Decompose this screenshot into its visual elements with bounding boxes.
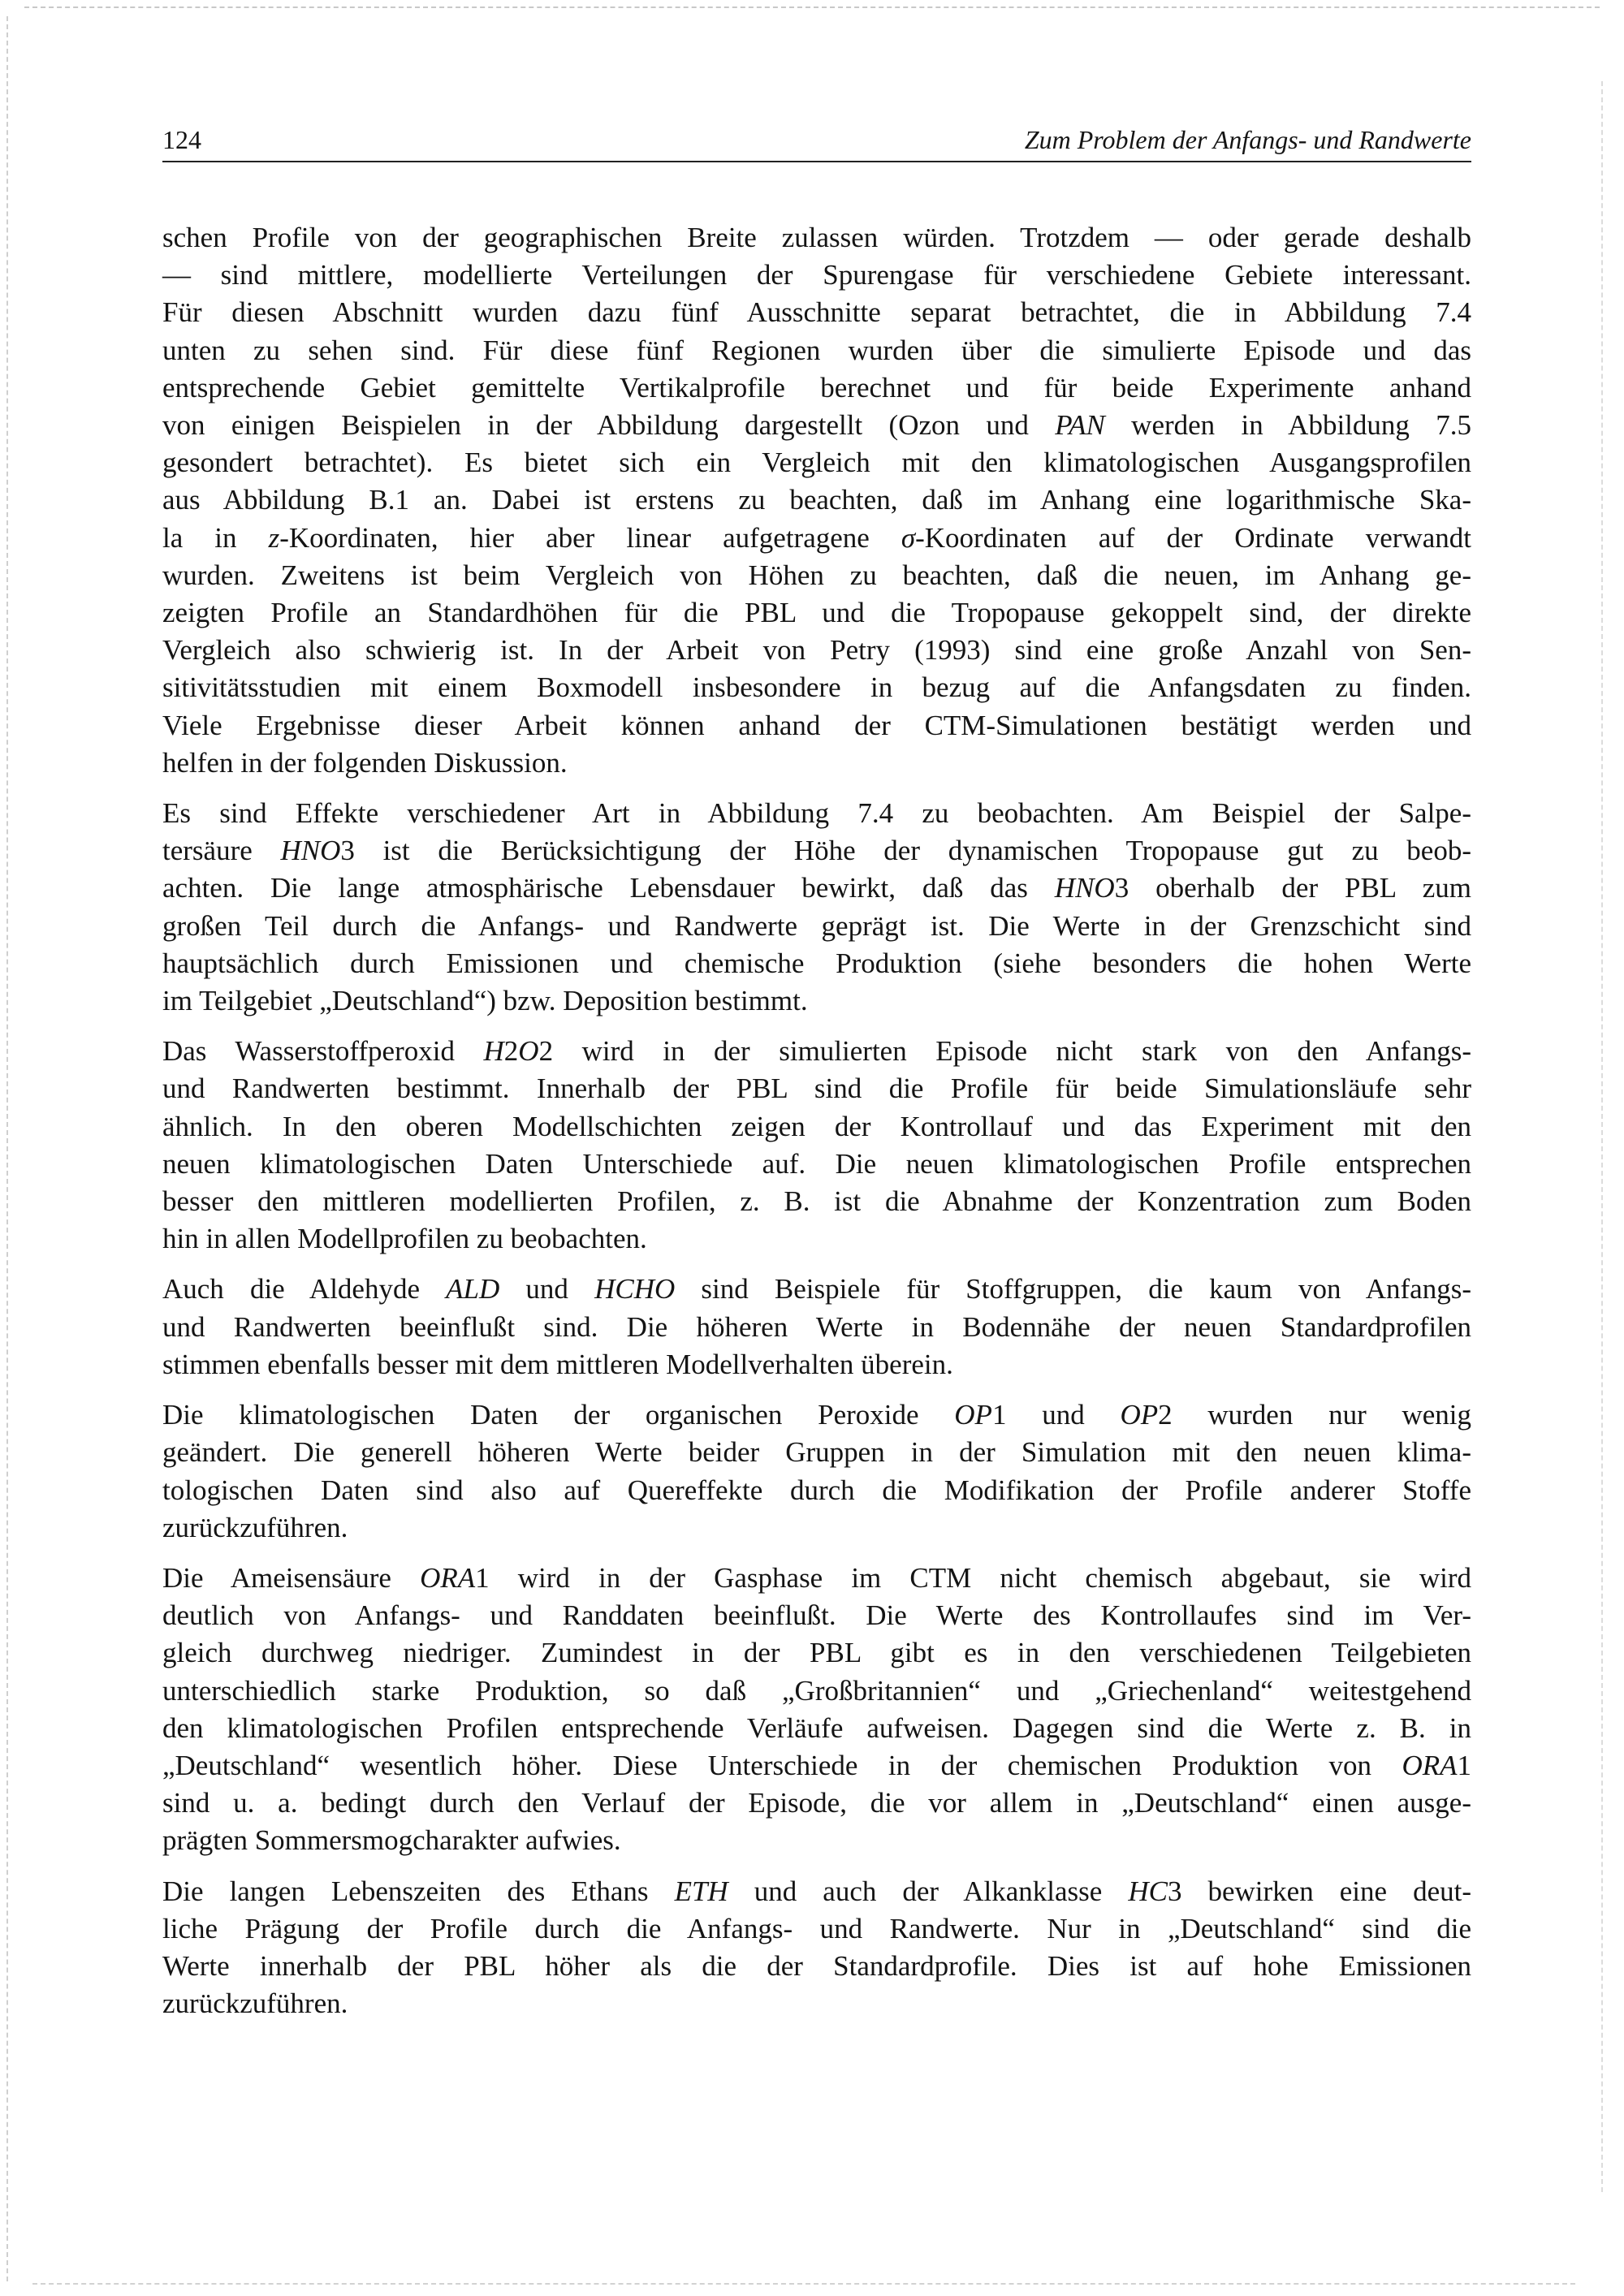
math-symbol: ORA	[420, 1561, 476, 1594]
text-line	[162, 1910, 1471, 1948]
text-segment: la in	[162, 521, 269, 554]
text-segment: wurden. Zweitens ist beim Vergleich von Höhen zu beachten, daß die neuen, im Anhang ge-	[162, 559, 1471, 591]
math-symbol: ETH	[674, 1875, 728, 1907]
text-line	[162, 744, 1471, 782]
text-segment: im Teilgebiet „Deutschland“) bzw. Deposition bestimmt.	[162, 985, 808, 1017]
text-segment: entsprechende Gebiet gemittelte Vertikalprofile berechnet und für beide Experimente anhand	[162, 371, 1471, 404]
text-segment: 3 bewirken eine deut-	[1167, 1875, 1471, 1907]
text-segment: und	[499, 1273, 595, 1306]
text-segment: Vergleich also schwierig ist. In der Arbeit von Petry (1993) sind eine große Anzahl von Sen-	[162, 634, 1471, 667]
text-line	[162, 1220, 1471, 1258]
text-line	[162, 1873, 1471, 1910]
text-line	[162, 908, 1471, 945]
text-segment: gleich durchweg niedriger. Zumindest in der PBL gibt es in den verschiedenen Teilgebieten	[162, 1637, 1471, 1669]
text-line	[162, 1597, 1471, 1634]
text-line	[162, 945, 1471, 982]
math-symbol: OP	[1120, 1399, 1159, 1431]
paragraph	[162, 1873, 1471, 2023]
text-line	[162, 1509, 1471, 1547]
text-line	[162, 1747, 1471, 1785]
paragraph	[162, 219, 1471, 782]
text-segment: und auch der Alkanklasse	[728, 1875, 1129, 1907]
math-symbol: ALD	[446, 1273, 500, 1306]
text-segment: sitivitätsstudien mit einem Boxmodell insbesondere in bezug auf die Anfangsdaten zu finden.	[162, 671, 1471, 704]
text-line	[162, 1560, 1471, 1597]
text-line	[162, 632, 1471, 669]
text-line	[162, 294, 1471, 331]
text-segment: Auch die Aldehyde	[162, 1273, 447, 1306]
text-segment: von einigen Beispielen in der Abbildung dargestellt (Ozon und	[162, 409, 1056, 442]
body-text	[162, 219, 1471, 2035]
text-line	[162, 1183, 1471, 1220]
math-symbol: σ	[901, 521, 916, 554]
math-symbol: HNO	[280, 835, 341, 867]
text-line	[162, 444, 1471, 481]
text-line	[162, 332, 1471, 369]
text-segment: und Randwerten bestimmt. Innerhalb der PBL sind die Profile für beide Simulationsläufe sehr	[162, 1072, 1471, 1105]
text-segment: 1 wird in der Gasphase im CTM nicht chemisch abgebaut, sie wird	[475, 1561, 1471, 1594]
text-segment: zurückzuführen.	[162, 1987, 348, 2020]
text-line	[162, 1822, 1471, 1859]
paragraph	[162, 1396, 1471, 1547]
text-segment: und Randwerten beeinflußt sind. Die höheren Werte in Bodennähe der neuen Standardprofilen	[162, 1310, 1471, 1343]
text-segment: Viele Ergebnisse dieser Arbeit können anhand der CTM-Simulationen bestätigt werden und	[162, 709, 1471, 741]
running-title: Zum Problem der Anfangs- und Randwerte	[1024, 125, 1471, 154]
text-segment: achten. Die lange atmosphärische Lebensdauer bewirkt, daß das	[162, 872, 1055, 904]
text-line	[162, 520, 1471, 557]
scan-edge-bottom	[32, 2283, 1575, 2285]
text-segment: neuen klimatologischen Daten Unterschiede auf. Die neuen klimatologischen Profile entsprechen	[162, 1147, 1471, 1180]
scan-edge-right	[1601, 81, 1603, 2192]
text-segment: unten zu sehen sind. Für diese fünf Regionen wurden über die simulierte Episode und das	[162, 334, 1471, 366]
text-line	[162, 832, 1471, 870]
text-segment: Die Ameisensäure	[162, 1561, 421, 1594]
text-line	[162, 1634, 1471, 1672]
text-line	[162, 870, 1471, 907]
text-line	[162, 369, 1471, 407]
paragraph	[162, 1033, 1471, 1258]
text-segment: helfen in der folgenden Diskussion.	[162, 746, 568, 779]
text-line	[162, 557, 1471, 594]
paragraph	[162, 1560, 1471, 1860]
text-line	[162, 707, 1471, 744]
text-segment: 3 ist die Berücksichtigung der Höhe der dynamischen Tropopause gut zu beob-	[340, 835, 1471, 867]
text-line	[162, 257, 1471, 294]
math-symbol: O	[518, 1035, 539, 1068]
running-header	[162, 122, 1471, 162]
text-line	[162, 1033, 1471, 1070]
text-segment: 2 wird in der simulierten Episode nicht stark von den Anfangs-	[538, 1035, 1471, 1068]
text-line	[162, 1346, 1471, 1383]
text-segment: großen Teil durch die Anfangs- und Randwerte geprägt ist. Die Werte in der Grenzschicht sind	[162, 909, 1471, 942]
text-segment: 1	[1457, 1749, 1471, 1781]
math-symbol: OP	[954, 1399, 992, 1431]
math-symbol: HC	[1128, 1875, 1168, 1907]
text-segment: gesondert betrachtet). Es bietet sich ein Vergleich mit den klimatologischen Ausgangsprofilen	[162, 447, 1471, 479]
text-line	[162, 1271, 1471, 1308]
text-segment: sind u. a. bedingt durch den Verlauf der Episode, die vor allem in „Deutschland“ einen ausge-	[162, 1787, 1471, 1819]
text-line	[162, 795, 1471, 832]
text-segment: zeigten Profile an Standardhöhen für die PBL und die Tropopause gekoppelt sind, der direkte	[162, 597, 1471, 629]
text-line	[162, 1434, 1471, 1471]
text-segment: den klimatologischen Profilen entsprechende Verläufe aufweisen. Dagegen sind die Werte z. B. in	[162, 1711, 1471, 1744]
text-segment: liche Prägung der Profile durch die Anfangs- und Randwerte. Nur in „Deutschland“ sind die	[162, 1912, 1471, 1944]
text-line	[162, 1785, 1471, 1822]
text-segment: zurückzuführen.	[162, 1511, 348, 1543]
text-segment: sind Beispiele für Stoffgruppen, die kaum von Anfangs-	[675, 1273, 1471, 1306]
text-line	[162, 219, 1471, 257]
scan-edge-left	[6, 16, 8, 2281]
text-segment: 2 wurden nur wenig	[1158, 1399, 1472, 1431]
scan-edge-top	[24, 6, 1600, 8]
paragraph	[162, 1271, 1471, 1383]
text-line	[162, 1948, 1471, 1985]
text-line	[162, 1710, 1471, 1747]
text-line	[162, 1309, 1471, 1346]
text-line	[162, 669, 1471, 706]
text-segment: unterschiedlich starke Produktion, so daß „Großbritannien“ und „Griechenland“ weitestgehend	[162, 1674, 1471, 1707]
text-segment: Die klimatologischen Daten der organischen Peroxide	[162, 1399, 955, 1431]
text-segment: 1 und	[991, 1399, 1121, 1431]
text-line	[162, 1070, 1471, 1107]
math-symbol: z	[268, 521, 280, 554]
page-number: 124	[162, 125, 201, 154]
text-segment: aus Abbildung B.1 an. Dabei ist erstens zu beachten, daß im Anhang eine logarithmische Ska-	[162, 484, 1471, 516]
text-segment: deutlich von Anfangs- und Randdaten beeinflußt. Die Werte des Kontrollaufes sind im Ver-	[162, 1599, 1471, 1632]
text-segment: „Deutschland“ wesentlich höher. Diese Unterschiede in der chemischen Produktion von	[162, 1749, 1402, 1781]
text-segment: hin in allen Modellprofilen zu beobachten.	[162, 1223, 647, 1255]
text-line	[162, 1672, 1471, 1710]
text-line	[162, 1146, 1471, 1183]
math-symbol: H	[483, 1035, 504, 1068]
text-line	[162, 481, 1471, 519]
text-segment: Es sind Effekte verschiedener Art in Abbildung 7.4 zu beobachten. Am Beispiel der Salpe-	[162, 797, 1471, 830]
text-line	[162, 982, 1471, 1020]
text-segment: -Koordinaten auf der Ordinate verwandt	[915, 521, 1471, 554]
text-line	[162, 407, 1471, 444]
text-segment: 3 oberhalb der PBL zum	[1114, 872, 1472, 904]
text-line	[162, 1472, 1471, 1509]
text-segment: tologischen Daten sind also auf Quereffekte durch die Modifikation der Profile anderer Stoffe	[162, 1474, 1471, 1506]
text-segment: Die langen Lebenszeiten des Ethans	[162, 1875, 675, 1907]
text-segment: — sind mittlere, modellierte Verteilungen der Spurengase für verschiedene Gebiete interessant.	[162, 259, 1471, 291]
text-segment: stimmen ebenfalls besser mit dem mittleren Modellverhalten überein.	[162, 1348, 953, 1380]
text-segment: besser den mittleren modellierten Profilen, z. B. ist die Abnahme der Konzentration zum Boden	[162, 1185, 1471, 1218]
text-line	[162, 594, 1471, 632]
text-segment: werden in Abbildung 7.5	[1104, 409, 1471, 442]
text-segment: 2	[503, 1035, 519, 1068]
text-segment: Werte innerhalb der PBL höher als die der Standardprofile. Dies ist auf hohe Emissionen	[162, 1949, 1471, 1982]
text-segment: hauptsächlich durch Emissionen und chemische Produktion (siehe besonders die hohen Werte	[162, 947, 1471, 979]
text-segment: schen Profile von der geographischen Breite zulassen würden. Trotzdem — oder gerade deshalb	[162, 222, 1471, 253]
math-symbol: PAN	[1055, 409, 1105, 442]
text-line	[162, 1396, 1471, 1434]
text-segment: prägten Sommersmogcharakter aufwies.	[162, 1824, 621, 1857]
math-symbol: HCHO	[594, 1273, 676, 1306]
text-line	[162, 1108, 1471, 1146]
text-segment: Für diesen Abschnitt wurden dazu fünf Ausschnitte separat betrachtet, die in Abbildung 7.4	[162, 296, 1471, 329]
text-segment: geändert. Die generell höheren Werte beider Gruppen in der Simulation mit den neuen klima-	[162, 1436, 1471, 1469]
text-segment: -Koordinaten, hier aber linear aufgetragene	[279, 521, 901, 554]
math-symbol: HNO	[1054, 872, 1115, 904]
math-symbol: ORA	[1402, 1749, 1458, 1781]
text-segment: tersäure	[162, 835, 281, 867]
paragraph	[162, 795, 1471, 1020]
text-line	[162, 1985, 1471, 2022]
text-segment: Das Wasserstoffperoxid	[162, 1035, 484, 1068]
text-segment: ähnlich. In den oberen Modellschichten zeigen der Kontrollauf und das Experiment mit den	[162, 1110, 1471, 1142]
